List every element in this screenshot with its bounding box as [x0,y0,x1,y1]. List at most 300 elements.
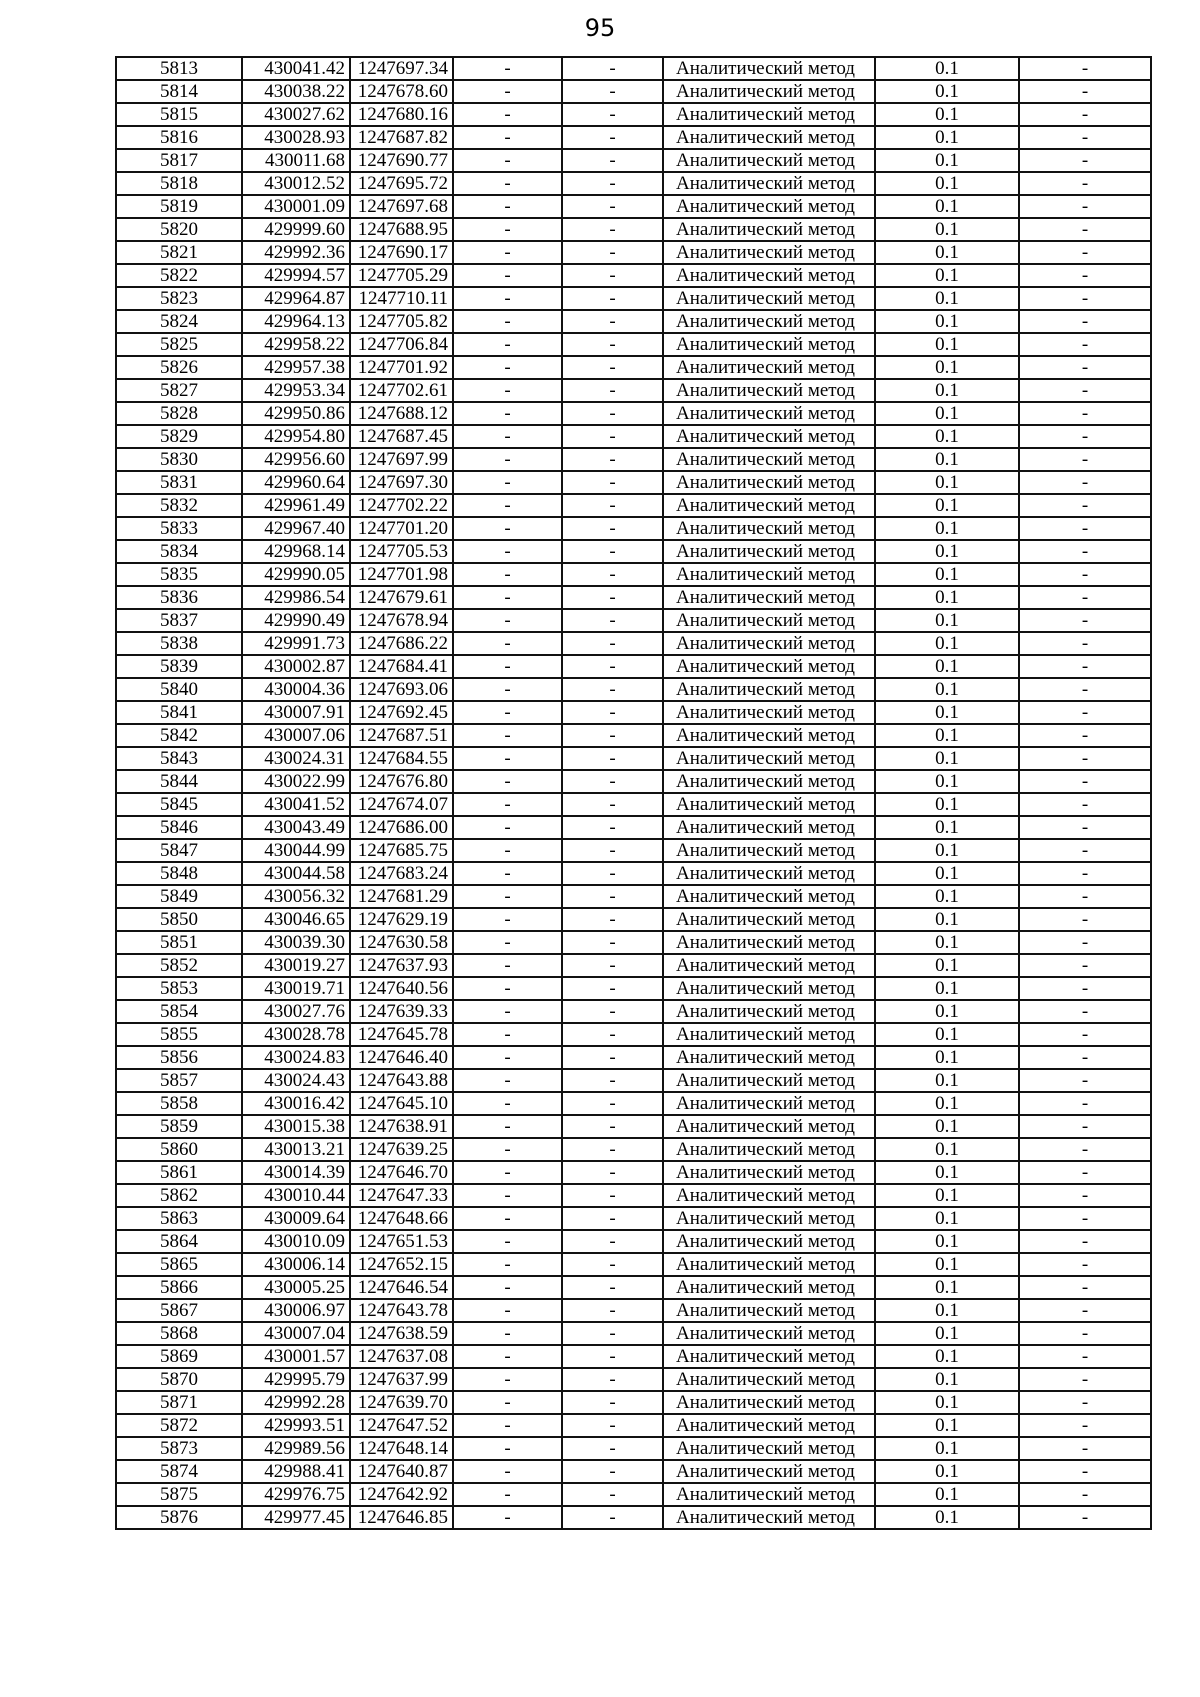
x-coordinate-cell: 430016.42 [242,1092,350,1115]
y-coordinate-cell: 1247639.25 [350,1138,453,1161]
y-coordinate-cell: 1247697.99 [350,448,453,471]
table-row [116,356,1151,379]
precision-cell: 0.1 [875,149,1019,172]
y-coordinate-cell: 1247686.22 [350,632,453,655]
point-number-cell: 5865 [116,1253,242,1276]
point-number-cell: 5869 [116,1345,242,1368]
method-cell: Аналитический метод [663,333,875,356]
dash-cell: - [1019,839,1151,862]
table-row [116,126,1151,149]
dash-cell: - [453,57,562,80]
dash-cell: - [453,1000,562,1023]
dash-cell: - [1019,540,1151,563]
y-coordinate-cell: 1247706.84 [350,333,453,356]
dash-cell: - [1019,1506,1151,1529]
table-row [116,1506,1151,1529]
method-cell: Аналитический метод [663,1437,875,1460]
dash-cell: - [562,1391,663,1414]
x-coordinate-cell: 430028.78 [242,1023,350,1046]
precision-cell: 0.1 [875,103,1019,126]
precision-cell: 0.1 [875,1460,1019,1483]
method-cell: Аналитический метод [663,678,875,701]
dash-cell: - [1019,1069,1151,1092]
y-coordinate-cell: 1247692.45 [350,701,453,724]
dash-cell: - [562,655,663,678]
dash-cell: - [453,1483,562,1506]
table-row [116,1046,1151,1069]
point-number-cell: 5847 [116,839,242,862]
method-cell: Аналитический метод [663,1046,875,1069]
precision-cell: 0.1 [875,1069,1019,1092]
y-coordinate-cell: 1247697.34 [350,57,453,80]
y-coordinate-cell: 1247685.75 [350,839,453,862]
point-number-cell: 5834 [116,540,242,563]
dash-cell: - [562,379,663,402]
method-cell: Аналитический метод [663,724,875,747]
method-cell: Аналитический метод [663,448,875,471]
method-cell: Аналитический метод [663,862,875,885]
x-coordinate-cell: 430041.42 [242,57,350,80]
dash-cell: - [453,793,562,816]
y-coordinate-cell: 1247646.70 [350,1161,453,1184]
dash-cell: - [562,793,663,816]
dash-cell: - [562,241,663,264]
method-cell: Аналитический метод [663,1391,875,1414]
method-cell: Аналитический метод [663,563,875,586]
dash-cell: - [453,1368,562,1391]
dash-cell: - [1019,494,1151,517]
point-number-cell: 5818 [116,172,242,195]
table-row [116,586,1151,609]
method-cell: Аналитический метод [663,1276,875,1299]
x-coordinate-cell: 430044.99 [242,839,350,862]
precision-cell: 0.1 [875,356,1019,379]
dash-cell: - [1019,1023,1151,1046]
point-number-cell: 5874 [116,1460,242,1483]
y-coordinate-cell: 1247705.53 [350,540,453,563]
dash-cell: - [562,1023,663,1046]
table-row [116,103,1151,126]
precision-cell: 0.1 [875,1345,1019,1368]
table-row [116,494,1151,517]
precision-cell: 0.1 [875,1000,1019,1023]
x-coordinate-cell: 429977.45 [242,1506,350,1529]
point-number-cell: 5876 [116,1506,242,1529]
method-cell: Аналитический метод [663,126,875,149]
point-number-cell: 5856 [116,1046,242,1069]
table-row [116,1092,1151,1115]
y-coordinate-cell: 1247648.14 [350,1437,453,1460]
point-number-cell: 5844 [116,770,242,793]
method-cell: Аналитический метод [663,402,875,425]
dash-cell: - [562,1207,663,1230]
dash-cell: - [562,678,663,701]
y-coordinate-cell: 1247687.82 [350,126,453,149]
dash-cell: - [1019,655,1151,678]
method-cell: Аналитический метод [663,1161,875,1184]
method-cell: Аналитический метод [663,632,875,655]
method-cell: Аналитический метод [663,1115,875,1138]
method-cell: Аналитический метод [663,218,875,241]
method-cell: Аналитический метод [663,816,875,839]
dash-cell: - [453,448,562,471]
dash-cell: - [453,80,562,103]
dash-cell: - [1019,1276,1151,1299]
method-cell: Аналитический метод [663,885,875,908]
y-coordinate-cell: 1247693.06 [350,678,453,701]
point-number-cell: 5855 [116,1023,242,1046]
method-cell: Аналитический метод [663,356,875,379]
y-coordinate-cell: 1247647.52 [350,1414,453,1437]
x-coordinate-cell: 430006.97 [242,1299,350,1322]
table-row [116,264,1151,287]
precision-cell: 0.1 [875,172,1019,195]
dash-cell: - [562,1414,663,1437]
dash-cell: - [562,816,663,839]
x-coordinate-cell: 429964.87 [242,287,350,310]
x-coordinate-cell: 430043.49 [242,816,350,839]
point-number-cell: 5837 [116,609,242,632]
dash-cell: - [453,1414,562,1437]
y-coordinate-cell: 1247687.51 [350,724,453,747]
table-row [116,1138,1151,1161]
dash-cell: - [1019,402,1151,425]
table-row [116,678,1151,701]
table-row [116,218,1151,241]
y-coordinate-cell: 1247640.87 [350,1460,453,1483]
dash-cell: - [562,57,663,80]
dash-cell: - [453,517,562,540]
dash-cell: - [453,287,562,310]
dash-cell: - [453,172,562,195]
dash-cell: - [1019,793,1151,816]
y-coordinate-cell: 1247646.85 [350,1506,453,1529]
dash-cell: - [562,264,663,287]
dash-cell: - [1019,356,1151,379]
y-coordinate-cell: 1247674.07 [350,793,453,816]
y-coordinate-cell: 1247688.12 [350,402,453,425]
dash-cell: - [1019,586,1151,609]
dash-cell: - [562,471,663,494]
dash-cell: - [562,310,663,333]
precision-cell: 0.1 [875,425,1019,448]
point-number-cell: 5815 [116,103,242,126]
precision-cell: 0.1 [875,1299,1019,1322]
table-row [116,195,1151,218]
precision-cell: 0.1 [875,954,1019,977]
dash-cell: - [562,126,663,149]
dash-cell: - [1019,1138,1151,1161]
dash-cell: - [562,195,663,218]
point-number-cell: 5843 [116,747,242,770]
dash-cell: - [1019,563,1151,586]
dash-cell: - [1019,149,1151,172]
method-cell: Аналитический метод [663,839,875,862]
point-number-cell: 5841 [116,701,242,724]
dash-cell: - [453,1115,562,1138]
method-cell: Аналитический метод [663,1460,875,1483]
point-number-cell: 5845 [116,793,242,816]
x-coordinate-cell: 430044.58 [242,862,350,885]
table-row [116,1115,1151,1138]
dash-cell: - [453,1230,562,1253]
point-number-cell: 5842 [116,724,242,747]
x-coordinate-cell: 429956.60 [242,448,350,471]
point-number-cell: 5830 [116,448,242,471]
y-coordinate-cell: 1247688.95 [350,218,453,241]
precision-cell: 0.1 [875,1368,1019,1391]
precision-cell: 0.1 [875,770,1019,793]
point-number-cell: 5832 [116,494,242,517]
y-coordinate-cell: 1247701.98 [350,563,453,586]
table-row [116,908,1151,931]
x-coordinate-cell: 429991.73 [242,632,350,655]
method-cell: Аналитический метод [663,287,875,310]
y-coordinate-cell: 1247697.68 [350,195,453,218]
method-cell: Аналитический метод [663,655,875,678]
dash-cell: - [562,1161,663,1184]
dash-cell: - [1019,609,1151,632]
y-coordinate-cell: 1247676.80 [350,770,453,793]
precision-cell: 0.1 [875,977,1019,1000]
dash-cell: - [453,1023,562,1046]
method-cell: Аналитический метод [663,954,875,977]
dash-cell: - [453,1207,562,1230]
point-number-cell: 5858 [116,1092,242,1115]
dash-cell: - [453,770,562,793]
point-number-cell: 5838 [116,632,242,655]
dash-cell: - [453,1184,562,1207]
method-cell: Аналитический метод [663,1299,875,1322]
point-number-cell: 5867 [116,1299,242,1322]
precision-cell: 0.1 [875,1253,1019,1276]
dash-cell: - [453,310,562,333]
method-cell: Аналитический метод [663,977,875,1000]
dash-cell: - [1019,1368,1151,1391]
x-coordinate-cell: 430007.06 [242,724,350,747]
dash-cell: - [453,609,562,632]
dash-cell: - [1019,1230,1151,1253]
table-body [116,57,1151,1529]
precision-cell: 0.1 [875,517,1019,540]
dash-cell: - [453,1460,562,1483]
precision-cell: 0.1 [875,1046,1019,1069]
precision-cell: 0.1 [875,1115,1019,1138]
dash-cell: - [562,540,663,563]
point-number-cell: 5846 [116,816,242,839]
method-cell: Аналитический метод [663,241,875,264]
point-number-cell: 5872 [116,1414,242,1437]
dash-cell: - [453,885,562,908]
dash-cell: - [1019,1184,1151,1207]
point-number-cell: 5821 [116,241,242,264]
dash-cell: - [562,563,663,586]
y-coordinate-cell: 1247701.92 [350,356,453,379]
x-coordinate-cell: 430012.52 [242,172,350,195]
x-coordinate-cell: 429961.49 [242,494,350,517]
dash-cell: - [1019,1253,1151,1276]
method-cell: Аналитический метод [663,494,875,517]
y-coordinate-cell: 1247637.08 [350,1345,453,1368]
dash-cell: - [453,494,562,517]
table-row [116,655,1151,678]
dash-cell: - [453,333,562,356]
table-row [116,747,1151,770]
dash-cell: - [1019,1391,1151,1414]
point-number-cell: 5849 [116,885,242,908]
precision-cell: 0.1 [875,563,1019,586]
dash-cell: - [562,839,663,862]
precision-cell: 0.1 [875,793,1019,816]
y-coordinate-cell: 1247643.78 [350,1299,453,1322]
y-coordinate-cell: 1247684.55 [350,747,453,770]
dash-cell: - [562,1138,663,1161]
x-coordinate-cell: 430046.65 [242,908,350,931]
precision-cell: 0.1 [875,1023,1019,1046]
dash-cell: - [562,747,663,770]
precision-cell: 0.1 [875,379,1019,402]
table-row [116,149,1151,172]
y-coordinate-cell: 1247702.61 [350,379,453,402]
x-coordinate-cell: 430027.62 [242,103,350,126]
dash-cell: - [453,1161,562,1184]
precision-cell: 0.1 [875,310,1019,333]
point-number-cell: 5822 [116,264,242,287]
point-number-cell: 5875 [116,1483,242,1506]
dash-cell: - [1019,1299,1151,1322]
y-coordinate-cell: 1247678.94 [350,609,453,632]
table-row [116,862,1151,885]
x-coordinate-cell: 430010.09 [242,1230,350,1253]
dash-cell: - [562,609,663,632]
precision-cell: 0.1 [875,655,1019,678]
table-row [116,839,1151,862]
x-coordinate-cell: 430007.04 [242,1322,350,1345]
table-row [116,1276,1151,1299]
dash-cell: - [562,149,663,172]
y-coordinate-cell: 1247646.54 [350,1276,453,1299]
dash-cell: - [453,471,562,494]
point-number-cell: 5836 [116,586,242,609]
dash-cell: - [1019,977,1151,1000]
dash-cell: - [1019,57,1151,80]
dash-cell: - [562,770,663,793]
precision-cell: 0.1 [875,586,1019,609]
x-coordinate-cell: 430004.36 [242,678,350,701]
dash-cell: - [562,701,663,724]
dash-cell: - [1019,425,1151,448]
x-coordinate-cell: 430014.39 [242,1161,350,1184]
point-number-cell: 5827 [116,379,242,402]
table-row [116,471,1151,494]
dash-cell: - [1019,1000,1151,1023]
table-row [116,448,1151,471]
dash-cell: - [1019,1161,1151,1184]
dash-cell: - [562,1437,663,1460]
dash-cell: - [1019,678,1151,701]
y-coordinate-cell: 1247705.29 [350,264,453,287]
point-number-cell: 5848 [116,862,242,885]
y-coordinate-cell: 1247679.61 [350,586,453,609]
method-cell: Аналитический метод [663,103,875,126]
point-number-cell: 5860 [116,1138,242,1161]
method-cell: Аналитический метод [663,701,875,724]
dash-cell: - [1019,287,1151,310]
x-coordinate-cell: 430007.91 [242,701,350,724]
dash-cell: - [453,678,562,701]
y-coordinate-cell: 1247637.99 [350,1368,453,1391]
y-coordinate-cell: 1247642.92 [350,1483,453,1506]
dash-cell: - [562,333,663,356]
x-coordinate-cell: 429957.38 [242,356,350,379]
method-cell: Аналитический метод [663,517,875,540]
point-number-cell: 5814 [116,80,242,103]
method-cell: Аналитический метод [663,195,875,218]
point-number-cell: 5824 [116,310,242,333]
y-coordinate-cell: 1247638.91 [350,1115,453,1138]
dash-cell: - [1019,103,1151,126]
dash-cell: - [1019,908,1151,931]
table-row [116,770,1151,793]
method-cell: Аналитический метод [663,793,875,816]
precision-cell: 0.1 [875,1322,1019,1345]
dash-cell: - [562,1253,663,1276]
method-cell: Аналитический метод [663,264,875,287]
precision-cell: 0.1 [875,241,1019,264]
method-cell: Аналитический метод [663,379,875,402]
precision-cell: 0.1 [875,609,1019,632]
x-coordinate-cell: 429990.05 [242,563,350,586]
x-coordinate-cell: 429976.75 [242,1483,350,1506]
dash-cell: - [562,977,663,1000]
dash-cell: - [562,172,663,195]
method-cell: Аналитический метод [663,310,875,333]
table-row [116,379,1151,402]
x-coordinate-cell: 430002.87 [242,655,350,678]
y-coordinate-cell: 1247652.15 [350,1253,453,1276]
precision-cell: 0.1 [875,931,1019,954]
method-cell: Аналитический метод [663,1000,875,1023]
precision-cell: 0.1 [875,724,1019,747]
dash-cell: - [1019,770,1151,793]
x-coordinate-cell: 429954.80 [242,425,350,448]
page-number: 95 [584,14,616,42]
x-coordinate-cell: 429967.40 [242,517,350,540]
dash-cell: - [453,218,562,241]
x-coordinate-cell: 430038.22 [242,80,350,103]
table-row [116,1391,1151,1414]
x-coordinate-cell: 429992.28 [242,1391,350,1414]
method-cell: Аналитический метод [663,149,875,172]
dash-cell: - [562,1092,663,1115]
table-row [116,1207,1151,1230]
point-number-cell: 5854 [116,1000,242,1023]
dash-cell: - [1019,126,1151,149]
y-coordinate-cell: 1247640.56 [350,977,453,1000]
precision-cell: 0.1 [875,540,1019,563]
dash-cell: - [1019,172,1151,195]
dash-cell: - [453,701,562,724]
precision-cell: 0.1 [875,1161,1019,1184]
dash-cell: - [562,1276,663,1299]
dash-cell: - [562,517,663,540]
dash-cell: - [453,1322,562,1345]
point-number-cell: 5829 [116,425,242,448]
precision-cell: 0.1 [875,1483,1019,1506]
x-coordinate-cell: 430019.27 [242,954,350,977]
precision-cell: 0.1 [875,1276,1019,1299]
table-row [116,402,1151,425]
